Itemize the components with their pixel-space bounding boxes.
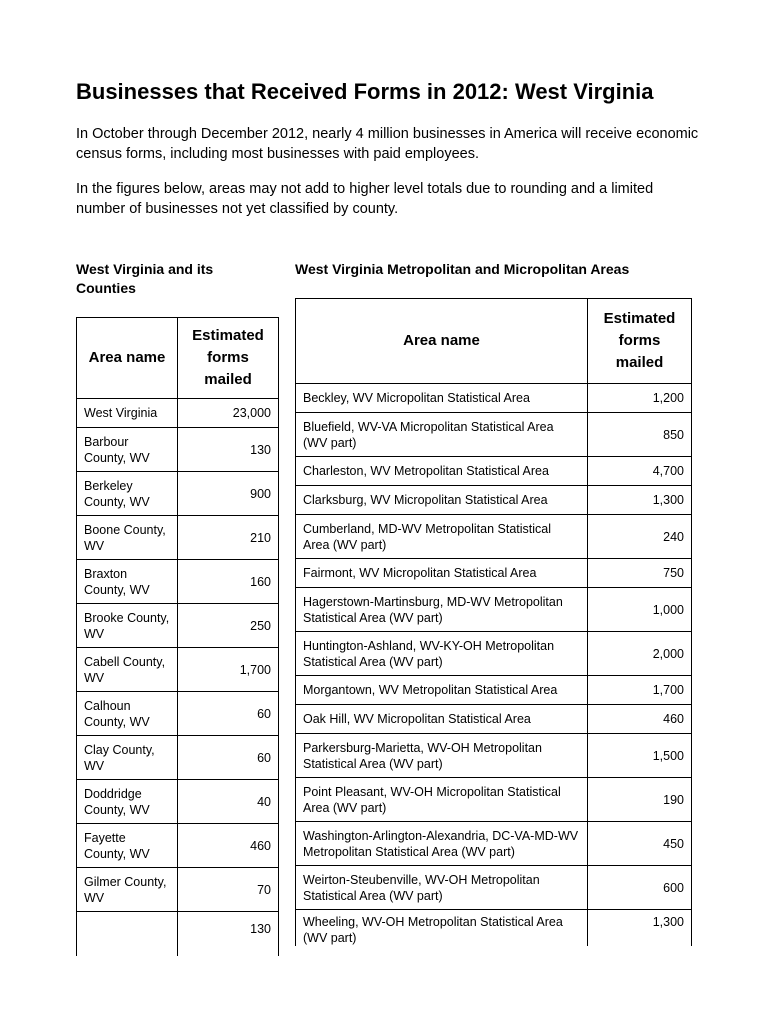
forms-mailed-cell: 60 [178, 736, 279, 780]
table-row [77, 428, 279, 472]
area-name-cell: Oak Hill, WV Micropolitan Statistical Area [296, 705, 588, 734]
area-name-cell: Fayette County, WV [77, 824, 178, 868]
metro-areas-table [295, 298, 692, 946]
area-name-cell: Parkersburg-Marietta, WV-OH Metropolitan Statistical Area (WV part) [296, 734, 588, 778]
area-name-cell: Calhoun County, WV [77, 692, 178, 736]
table-row [296, 413, 692, 457]
area-name-cell: West Virginia [77, 399, 178, 428]
table-row [296, 866, 692, 910]
table-row [77, 780, 279, 824]
intro-paragraph: In October through December 2012, nearly 4 million businesses in America will receive economic census forms, including most businesses with paid employees. [76, 126, 699, 162]
table-row [77, 736, 279, 780]
area-name-cell: Beckley, WV Micropolitan Statistical Area [296, 384, 588, 413]
table-row [77, 399, 279, 428]
column-header-forms-mailed: Estimated forms mailed [178, 318, 279, 399]
area-name-cell [77, 912, 178, 956]
table-row [296, 822, 692, 866]
table-row [296, 588, 692, 632]
forms-mailed-cell: 750 [588, 559, 692, 588]
area-name-cell: Clarksburg, WV Micropolitan Statistical Area [296, 486, 588, 515]
forms-mailed-cell: 160 [178, 560, 279, 604]
forms-mailed-cell: 1,200 [588, 384, 692, 413]
forms-mailed-cell: 1,700 [588, 676, 692, 705]
counties-table [76, 317, 279, 956]
area-name-cell: Clay County, WV [77, 736, 178, 780]
page-title: Businesses that Received Forms in 2012: West Virginia [76, 79, 654, 104]
column-header-forms-mailed: Estimated forms mailed [588, 299, 692, 384]
area-name-cell: Doddridge County, WV [77, 780, 178, 824]
area-name-cell: Charleston, WV Metropolitan Statistical Area [296, 457, 588, 486]
area-name-cell: Brooke County, WV [77, 604, 178, 648]
table-row [77, 692, 279, 736]
area-name-cell: Cumberland, MD-WV Metropolitan Statistical Area (WV part) [296, 515, 588, 559]
table-header-row [77, 318, 279, 399]
area-name-cell: Gilmer County, WV [77, 868, 178, 912]
forms-mailed-cell: 23,000 [178, 399, 279, 428]
table-row [296, 705, 692, 734]
forms-mailed-cell: 2,000 [588, 632, 692, 676]
forms-mailed-cell: 600 [588, 866, 692, 910]
forms-mailed-cell: 4,700 [588, 457, 692, 486]
forms-mailed-cell: 460 [178, 824, 279, 868]
rounding-note: In the figures below, areas may not add to higher level totals due to rounding and a limited number of businesses not yet classified by county. [76, 181, 654, 217]
area-name-cell: Boone County, WV [77, 516, 178, 560]
column-header-area-name: Area name [296, 299, 588, 384]
area-name-cell: Barbour County, WV [77, 428, 178, 472]
table-row [296, 778, 692, 822]
table-row [296, 676, 692, 705]
forms-mailed-cell: 60 [178, 692, 279, 736]
table-row [296, 910, 692, 947]
forms-mailed-cell: 850 [588, 413, 692, 457]
table-row [296, 384, 692, 413]
table-row [296, 632, 692, 676]
area-name-cell: Berkeley County, WV [77, 472, 178, 516]
forms-mailed-cell: 130 [178, 428, 279, 472]
area-name-cell: Bluefield, WV-VA Micropolitan Statistical Area (WV part) [296, 413, 588, 457]
forms-mailed-cell: 460 [588, 705, 692, 734]
forms-mailed-cell: 190 [588, 778, 692, 822]
table-row [77, 648, 279, 692]
table-row [296, 559, 692, 588]
column-header-area-name: Area name [77, 318, 178, 399]
forms-mailed-cell: 1,000 [588, 588, 692, 632]
forms-mailed-cell: 40 [178, 780, 279, 824]
area-name-cell: Washington-Arlington-Alexandria, DC-VA-MD-WV Metropolitan Statistical Area (WV part) [296, 822, 588, 866]
table-row [77, 516, 279, 560]
area-name-cell: Weirton-Steubenville, WV-OH Metropolitan Statistical Area (WV part) [296, 866, 588, 910]
forms-mailed-cell: 450 [588, 822, 692, 866]
area-name-cell: Braxton County, WV [77, 560, 178, 604]
forms-mailed-cell: 1,300 [588, 910, 692, 947]
table-header-row [296, 299, 692, 384]
forms-mailed-cell: 250 [178, 604, 279, 648]
table-row [77, 604, 279, 648]
area-name-cell: Fairmont, WV Micropolitan Statistical Area [296, 559, 588, 588]
forms-mailed-cell: 1,300 [588, 486, 692, 515]
forms-mailed-cell: 900 [178, 472, 279, 516]
table-row [77, 912, 279, 956]
forms-mailed-cell: 70 [178, 868, 279, 912]
table-row [296, 486, 692, 515]
forms-mailed-cell: 210 [178, 516, 279, 560]
forms-mailed-cell: 130 [178, 912, 279, 956]
forms-mailed-cell: 240 [588, 515, 692, 559]
table-row [296, 734, 692, 778]
area-name-cell: Huntington-Ashland, WV-KY-OH Metropolitan Statistical Area (WV part) [296, 632, 588, 676]
table-row [296, 515, 692, 559]
table-row [77, 868, 279, 912]
area-name-cell: Morgantown, WV Metropolitan Statistical Area [296, 676, 588, 705]
area-name-cell: Point Pleasant, WV-OH Micropolitan Statistical Area (WV part) [296, 778, 588, 822]
area-name-cell: Cabell County, WV [77, 648, 178, 692]
counties-heading: West Virginia and its Counties [76, 261, 214, 296]
table-row [296, 457, 692, 486]
table-row [77, 824, 279, 868]
area-name-cell: Wheeling, WV-OH Metropolitan Statistical Area (WV part) [296, 910, 588, 947]
table-row [77, 472, 279, 516]
forms-mailed-cell: 1,700 [178, 648, 279, 692]
table-row [77, 560, 279, 604]
area-name-cell: Hagerstown-Martinsburg, MD-WV Metropolitan Statistical Area (WV part) [296, 588, 588, 632]
metro-areas-heading: West Virginia Metropolitan and Micropolitan Areas [295, 261, 630, 277]
forms-mailed-cell: 1,500 [588, 734, 692, 778]
